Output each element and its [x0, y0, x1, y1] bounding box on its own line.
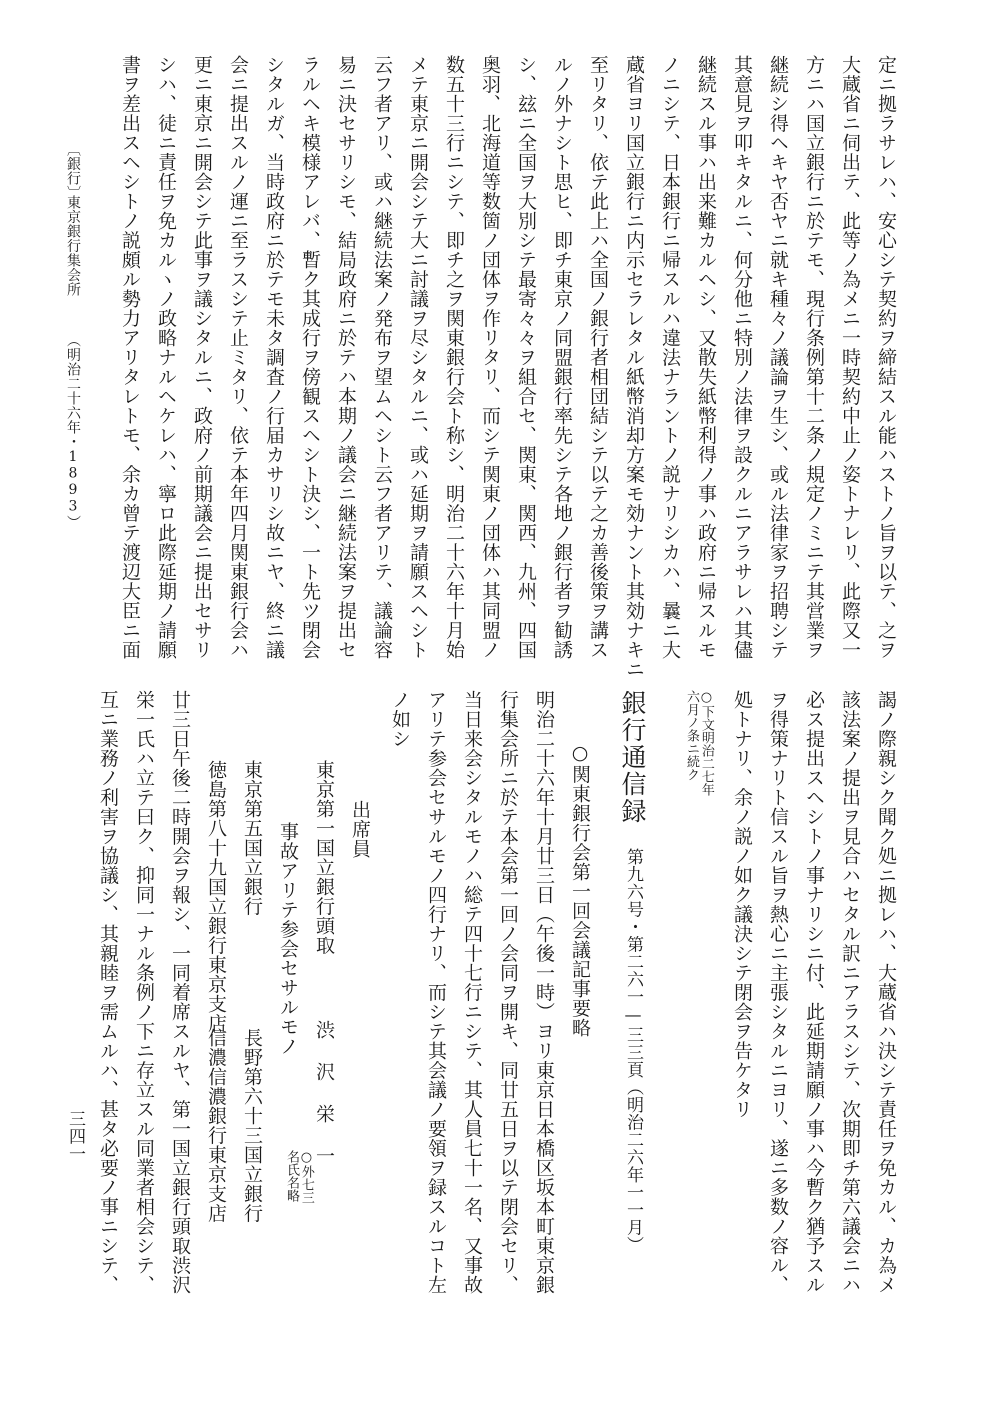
- text-line: 互ニ業務ノ利害ヲ協議シ、其親睦ヲ需ムルハ、甚タ必要ノ事ニシテ、: [97, 690, 119, 1295]
- text-line: 方ニハ国立銀行ニ於テモ、現行条例第十二条ノ規定ノミニテ其営業ヲ: [803, 55, 825, 660]
- page-number: 三四一: [65, 1110, 85, 1163]
- text-line: ルノ外ナシト思ヒ、即チ東京ノ同盟銀行率先シテ各地ノ銀行者ヲ勧誘: [551, 55, 573, 660]
- attendees-label: 出席員: [349, 800, 371, 859]
- text-line: 易ニ決セサリシモ、結局政府ニ於テハ本期ノ議会ニ継続法案ヲ提出セ: [335, 55, 357, 660]
- text-line: ラルヘキ模様アレバ、暫ク其成行ヲ傍観スヘシト決シ、一ト先ツ閉会: [299, 55, 321, 660]
- article-subtitle: ○関東銀行会第一回会議記事要略: [569, 742, 591, 1038]
- text-line: 蔵省ヨリ国立銀行ニ内示セラレタル紙幣消却方案モ効ナント其効ナキニ: [623, 55, 645, 679]
- text-line: ノニシテ、日本銀行ニ帰スルハ違法ナラントノ説ナリシカハ、曩ニ大: [659, 55, 681, 660]
- absent-bank: 東京第五国立銀行: [241, 760, 263, 916]
- section-label: 〔銀行〕: [65, 142, 81, 200]
- article-issue: 第九六号・第二六一—三三頁（明治二六年一一月）: [623, 848, 643, 1254]
- note-line: ○下文明治二七年: [698, 690, 714, 796]
- continuation-note: [683, 690, 713, 796]
- text-line: 廿三日午後二時開会ヲ報シ、一同着席スルヤ、第一国立銀行頭取渋沢: [169, 690, 191, 1295]
- text-line: 継続スル事ハ出来難カルヘシ、又散失紙幣利得ノ事ハ政府ニ帰スルモ: [695, 55, 717, 660]
- text-line: シハ、徒ニ責任ヲ免カルヽノ政略ナルヘケレハ、寧ロ此際延期ノ請願: [155, 55, 177, 660]
- text-line: 行集会所ニ於テ本会第一回ノ会同ヲ開キ、同廿五日ヲ以テ閉会セリ、: [497, 690, 519, 1295]
- text-line: 大蔵省ニ伺出テ、此等ノ為メニ一時契約中止ノ姿トナレリ、此際又一: [839, 55, 861, 660]
- text-line: 継続シ得ヘキヤ否ヤニ就キ種々ノ議論ヲ生シ、或ル法律家ヲ招聘シテ: [767, 55, 789, 660]
- text-line: 明治二十六年十月廿三日（午後一時）ヨリ東京日本橋区坂本町東京銀: [533, 690, 555, 1295]
- note-line: 六月ノ条ニ続ク: [683, 690, 699, 781]
- date-label: （明治二十六年・1893）: [65, 333, 81, 530]
- text-line: 必ス提出スヘシトノ事ナリシニ付、此延期請願ノ事ハ今暫ク猶予スル: [803, 690, 825, 1295]
- text-line: 会ニ提出スルノ運ニ至ラスシテ止ミタリ、依テ本年四月関東銀行会ハ: [227, 55, 249, 660]
- text-line: ノ如シ: [389, 690, 411, 749]
- text-line: 栄一氏ハ立テ曰ク、抑同一ナル条例ノ下ニ存立スル同業者相会シテ、: [133, 690, 155, 1295]
- source-label: 東京銀行集会所: [65, 195, 81, 297]
- text-line: 奥羽、北海道等数箇ノ団体ヲ作リタリ、而シテ関東ノ団体ハ其同盟ノ: [479, 55, 501, 660]
- note-line: 名氏名略: [283, 1150, 299, 1202]
- note-line: ○外七三: [298, 1150, 314, 1204]
- text-line: アリテ参会セサルモノ四行ナリ、而シテ其会議ノ要領ヲ録スルコト左: [425, 690, 447, 1295]
- text-line: シタルガ、当時政府ニ於テモ未タ調査ノ行届カサリシ故ニヤ、終ニ議: [263, 55, 285, 660]
- text-line: 書ヲ差出スヘシトノ説頗ル勢力アリタレトモ、余カ曾テ渡辺大臣ニ面: [119, 55, 141, 660]
- text-line: ヲ得策ナリト信スル旨ヲ熱心ニ主張シタルニヨリ、遂ニ多数ノ容ル、: [767, 690, 789, 1295]
- text-line: 定ニ拠ラサレハ、安心シテ契約ヲ締結スル能ハストノ旨ヲ以テ、之ヲ: [875, 55, 897, 660]
- text-line: 数五十三行ニシテ、即チ之ヲ関東銀行会ト称シ、明治二十六年十月始: [443, 55, 465, 660]
- absent-bank: 長野第六十三国立銀行: [241, 1028, 263, 1223]
- article-title: 銀行通信録: [618, 690, 647, 825]
- text-line: 当日来会シタルモノハ総テ四十七行ニシテ、其人員七十一名、又事故: [461, 690, 483, 1295]
- absent-bank: 徳島第八十九国立銀行東京支店: [205, 760, 227, 1033]
- text-line: 其意見ヲ叩キタルニ、何分他ニ特別ノ法律ヲ設クルニアラサレハ其儘: [731, 55, 753, 660]
- text-line: 云フ者アリ、或ハ継続法案ノ発布ヲ望ムヘシト云フ者アリテ、議論容: [371, 55, 393, 660]
- omitted-names-note: [283, 1150, 313, 1204]
- text-line: シ、玆ニ全国ヲ大別シテ最寄々々ヲ組合セ、関東、関西、九州、四国: [515, 55, 537, 660]
- text-line: 更ニ東京ニ開会シテ此事ヲ議シタルニ、政府ノ前期議会ニ提出セサリ: [191, 55, 213, 660]
- text-line: 該法案ノ提出ヲ見合ハセタル訳ニアラスシテ、次期即チ第六議会ニハ: [839, 690, 861, 1295]
- text-line: 謁ノ際親シク聞ク処ニ拠レハ、大蔵省ハ決シテ責任ヲ免カル、カ為メ: [875, 690, 897, 1295]
- absent-label: 事故アリテ参会セサルモノ: [277, 822, 299, 1056]
- text-line: 至リタリ、依テ此上ハ全国ノ銀行者相団結シテ以テ之カ善後策ヲ講ス: [587, 55, 609, 660]
- text-line: 処トナリ、余ノ説ノ如ク議決シテ閉会ヲ告ケタリ: [731, 690, 753, 1119]
- attendee-bank: 東京第一国立銀行頭取: [313, 760, 335, 955]
- absent-bank: 信濃信濃銀行東京支店: [205, 1028, 227, 1223]
- attendee-name: 渋 沢 栄 一: [313, 1020, 335, 1166]
- text-line: メテ東京ニ開会シテ大ニ討議ヲ尽シタルニ、或ハ延期ヲ請願スヘシト: [407, 55, 429, 660]
